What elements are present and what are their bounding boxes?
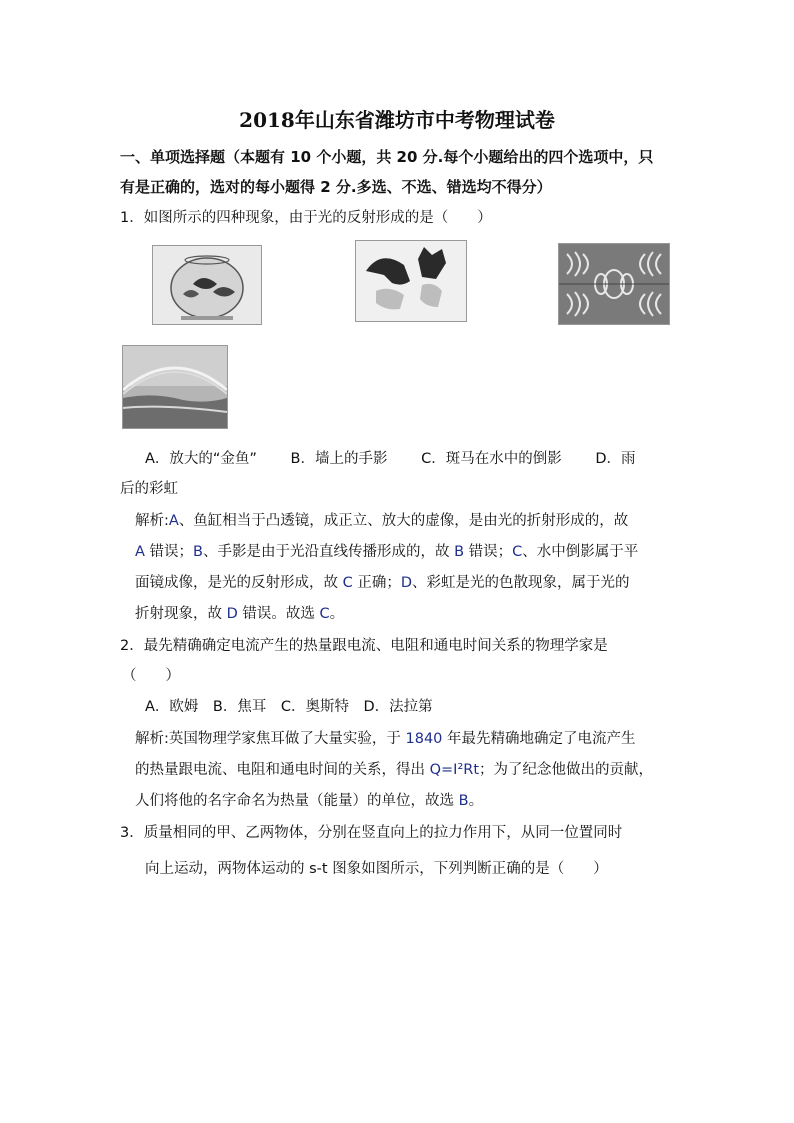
analysis-text: 人们将他的名字命名为热量（能量）的单位，故选 bbox=[135, 793, 459, 809]
analysis-text: 、鱼缸相当于凸透镜，成正立、放大的虚像，是由光的折射形成的，故 bbox=[178, 513, 629, 529]
analysis-text: 、水中倒影属于平 bbox=[522, 544, 639, 560]
analysis-ref-d: D bbox=[400, 575, 413, 591]
analysis-ref-c: C bbox=[342, 575, 353, 591]
analysis-ref-a: A bbox=[168, 513, 179, 529]
question-3-stem-line2: 向上运动，两物体运动的 s-t 图象如图所示，下列判断正确的是（ ） bbox=[145, 861, 608, 877]
section-header-line1: 一、单项选择题（本题有 10 个小题，共 20 分.每个小题给出的四个选项中，只 bbox=[120, 148, 654, 166]
analysis-ref-a: A bbox=[135, 544, 145, 560]
analysis-text: 。 bbox=[329, 606, 345, 622]
question-1-options-line1: A．放大的“金鱼” B．墙上的手影 C．斑马在水中的倒影 D．雨 bbox=[145, 451, 636, 467]
analysis-text: 、彩虹是光的色散现象，属于光的 bbox=[412, 575, 630, 591]
analysis-ref-b: B bbox=[193, 544, 203, 560]
analysis-year: 1840 bbox=[405, 731, 443, 747]
analysis-formula: Q=I²Rt bbox=[429, 762, 480, 778]
analysis-text: 。 bbox=[468, 793, 484, 809]
analysis-text: ；为了纪念他做出的贡献， bbox=[479, 762, 654, 778]
question-1-analysis-line3 bbox=[135, 571, 630, 592]
analysis-label: 解析: bbox=[135, 513, 169, 529]
analysis-ref-c: C bbox=[319, 606, 330, 622]
question-2-analysis-line1 bbox=[135, 727, 636, 748]
question-1-analysis-line2 bbox=[135, 540, 638, 561]
analysis-text: 错误。故选 bbox=[237, 606, 320, 622]
goldfish-bowl-image bbox=[152, 245, 262, 325]
question-1-stem: 1．如图所示的四种现象，由于光的反射形成的是（ ） bbox=[120, 210, 492, 226]
question-2-stem-line1: 2．最先精确确定电流产生的热量跟电流、电阻和通电时间关系的物理学家是 bbox=[120, 638, 608, 654]
analysis-text: 年最先精确地确定了电流产生 bbox=[442, 731, 636, 747]
question-2-stem-line2: （ ） bbox=[122, 668, 180, 684]
question-1-options-line2: 后的彩虹 bbox=[120, 481, 178, 497]
analysis-text: 、手影是由于光沿直线传播形成的，故 bbox=[202, 544, 455, 560]
analysis-ref-d: D bbox=[226, 606, 238, 622]
question-2-options: A．欧姆 B．焦耳 C．奥斯特 D．法拉第 bbox=[145, 699, 433, 715]
zebra-reflection-image bbox=[558, 243, 670, 325]
question-2-analysis-line3 bbox=[135, 789, 483, 810]
analysis-text: 折射现象，故 bbox=[135, 606, 227, 622]
question-1-analysis-line4 bbox=[135, 602, 344, 623]
analysis-ref-b: B bbox=[458, 793, 469, 809]
analysis-text: 解析:英国物理学家焦耳做了大量实验，于 bbox=[135, 731, 406, 747]
analysis-ref-c: C bbox=[512, 544, 523, 560]
question-1-analysis-line1 bbox=[135, 509, 628, 530]
analysis-text: 正确； bbox=[352, 575, 401, 591]
analysis-text: 面镜成像，是光的反射形成，故 bbox=[135, 575, 343, 591]
hand-shadow-image bbox=[355, 240, 467, 322]
page-title: 2018年山东省潍坊市中考物理试卷 bbox=[239, 108, 555, 132]
rainbow-image bbox=[122, 345, 228, 429]
analysis-text: 错误； bbox=[144, 544, 194, 560]
analysis-text: 错误； bbox=[464, 544, 513, 560]
question-3-stem-line1: 3．质量相同的甲、乙两物体，分别在竖直向上的拉力作用下，从同一位置同时 bbox=[120, 825, 623, 841]
analysis-ref-b: B bbox=[454, 544, 465, 560]
section-header-line2: 有是正确的，选对的每小题得 2 分.多选、不选、错选均不得分） bbox=[120, 178, 552, 196]
analysis-text: 的热量跟电流、电阻和通电时间的关系，得出 bbox=[135, 762, 430, 778]
question-2-analysis-line2 bbox=[135, 758, 653, 779]
